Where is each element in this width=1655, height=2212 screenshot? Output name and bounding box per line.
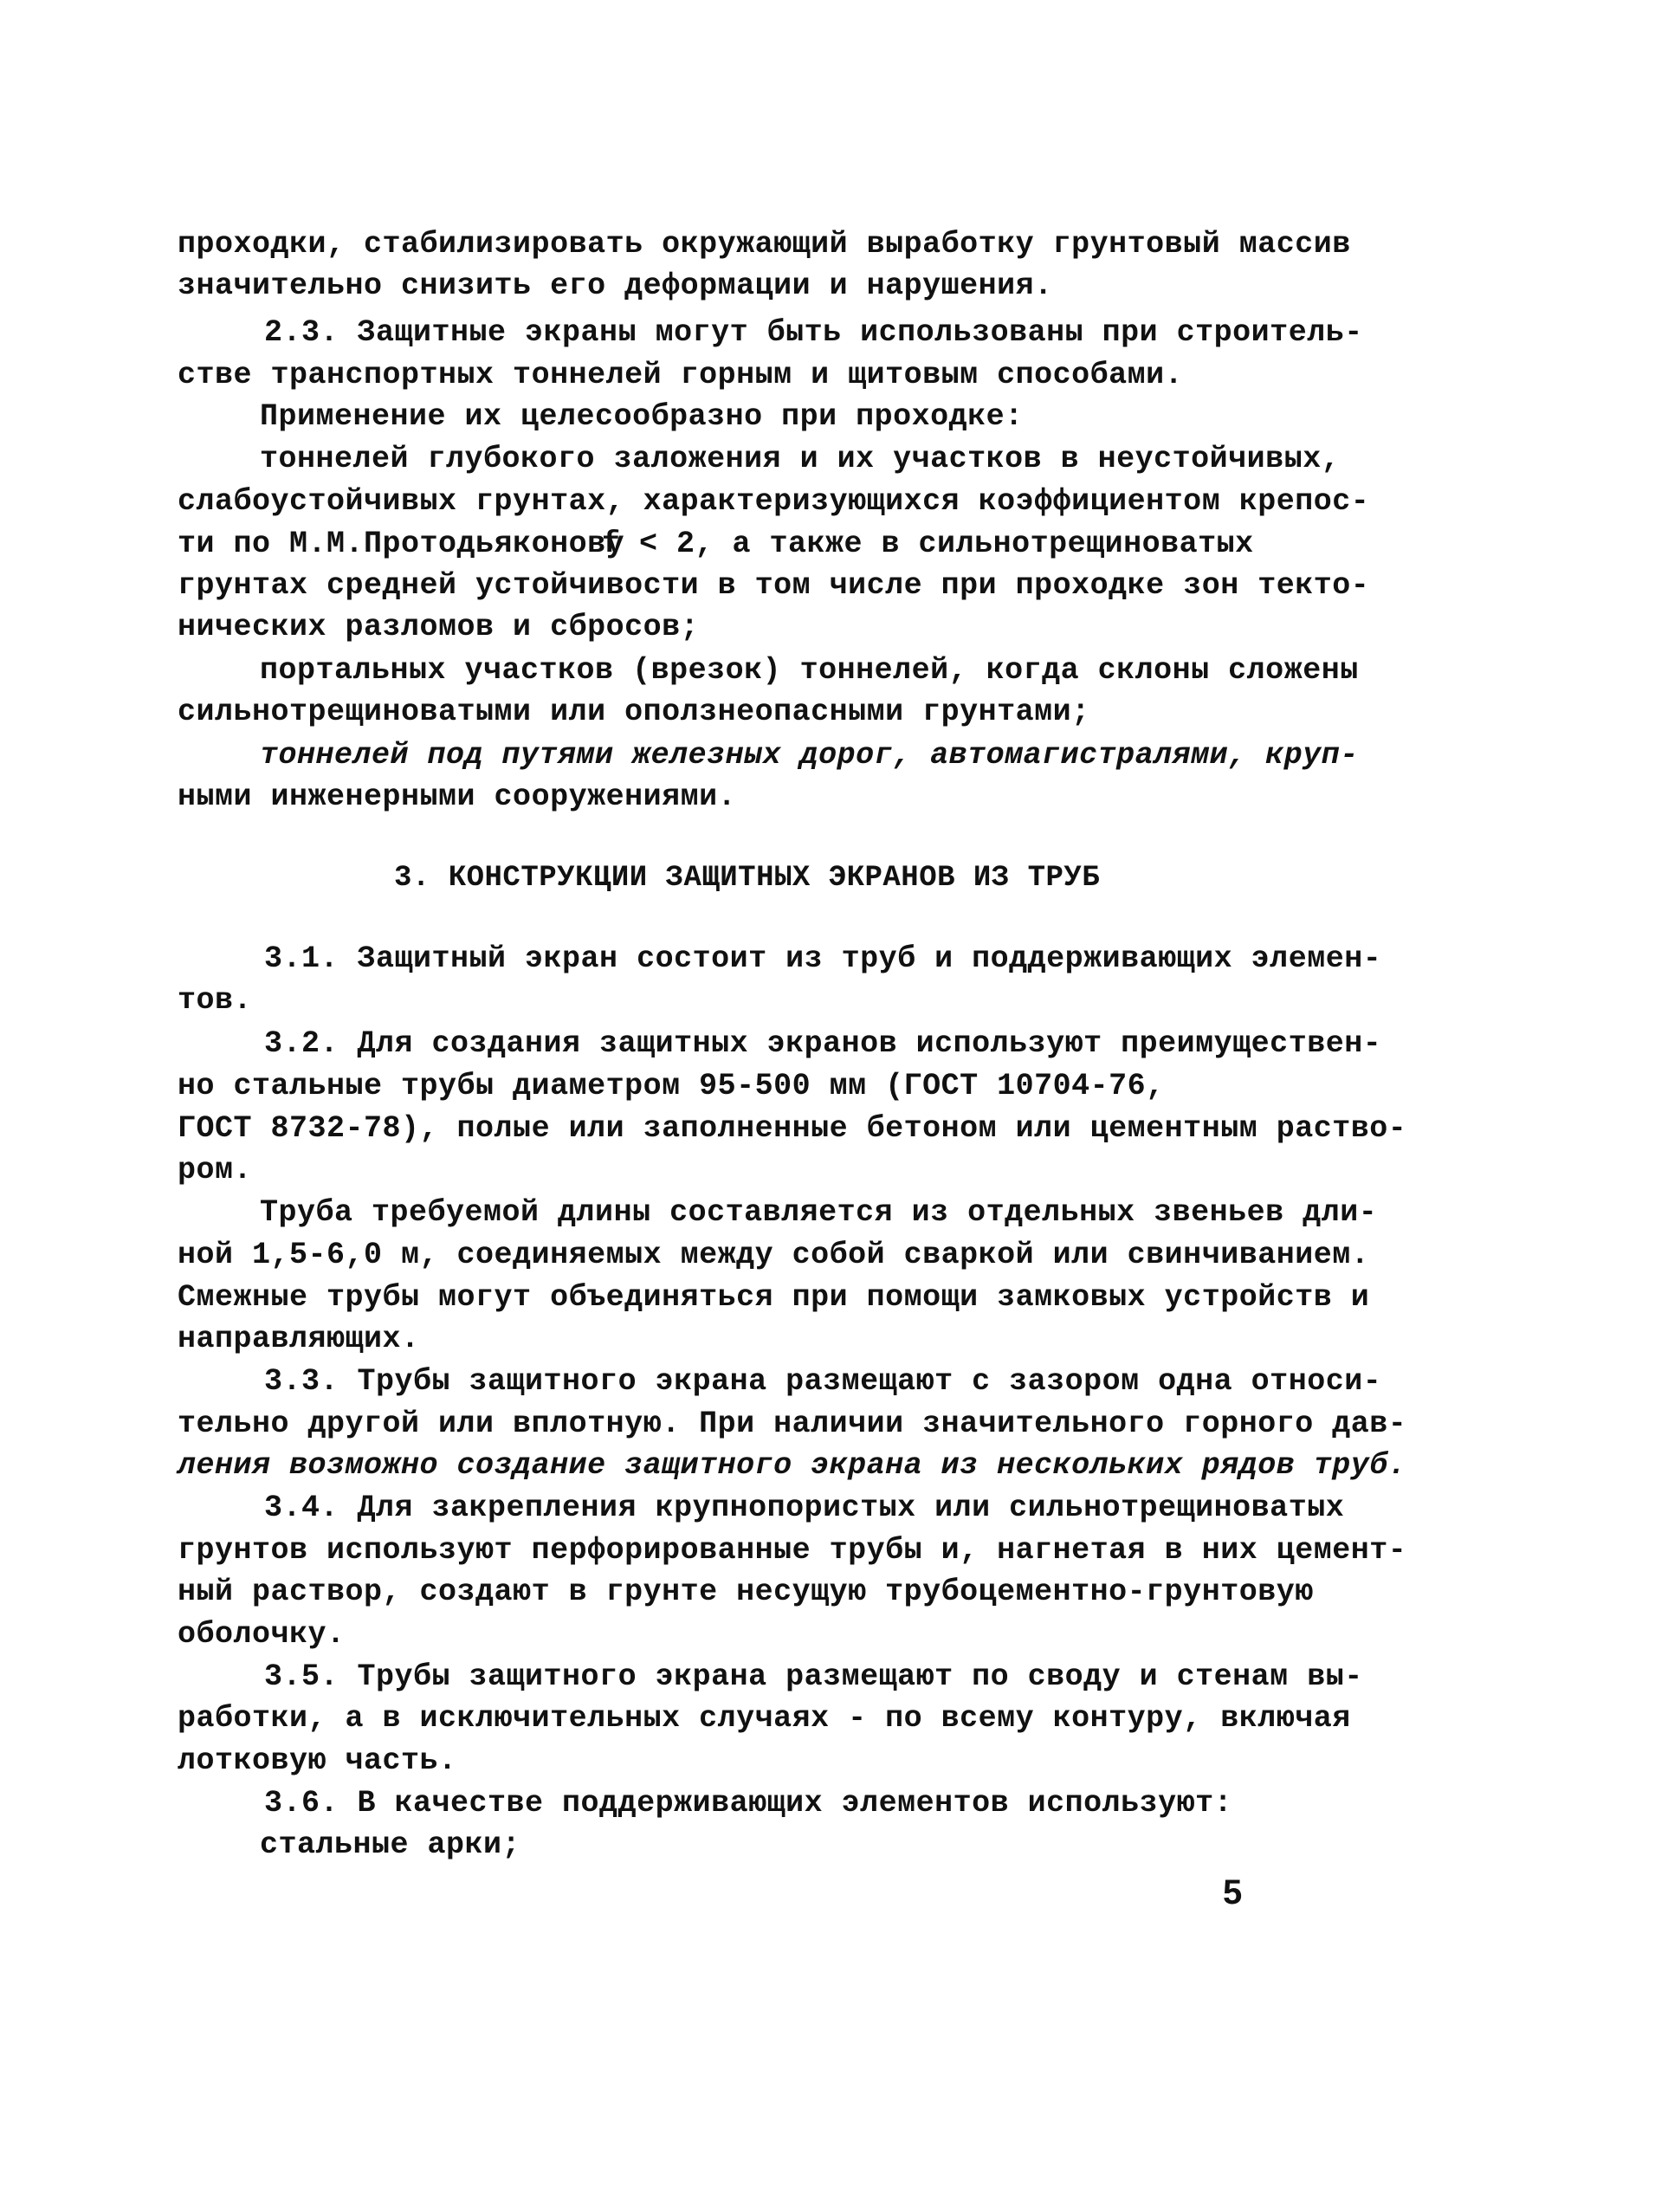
- list-item: тоннелей глубокого заложения и их участков в неустойчивых,: [260, 442, 1341, 476]
- list-item: тоннелей под путями железных дорог, автомагистралями, круп-: [260, 738, 1359, 773]
- paragraph-3-5: 3.5. Трубы защитного экрана размещают по своду и стенам вы-: [264, 1659, 1363, 1694]
- text-line: тельно другой или вплотную. При наличии значительного горного дав-: [178, 1407, 1407, 1441]
- text-line: ления возможно создание защитного экрана из нескольких рядов труб.: [178, 1448, 1407, 1483]
- list-item: портальных участков (врезок) тоннелей, когда склоны сложены: [260, 653, 1359, 688]
- text-line: ти по М.М.Протодьяконову: [178, 527, 625, 561]
- text-line: направляющих.: [178, 1322, 420, 1356]
- text-line: нических разломов и сбросов;: [178, 610, 700, 644]
- text-line: работки, а в исключительных случаях - по всему контуру, включая: [178, 1701, 1351, 1736]
- paragraph-2-3: 2.3. Защитные экраны могут быть использованы при строитель-: [264, 315, 1363, 350]
- text-line: ГОСТ 8732-78), полые или заполненные бетоном или цементным раство-: [178, 1111, 1407, 1146]
- text-line: Смежные трубы могут объединяться при помощи замковых устройств и: [178, 1280, 1370, 1315]
- section-heading: 3. КОНСТРУКЦИИ ЗАЩИТНЫХ ЭКРАНОВ ИЗ ТРУБ: [394, 862, 1101, 895]
- text-line: ными инженерными сооружениями.: [178, 779, 737, 814]
- text-line: но стальные трубы диаметром 95-500 мм (ГОСТ 10704-76,: [178, 1069, 1165, 1103]
- text-line: ром.: [178, 1153, 253, 1187]
- paragraph-3-6: 3.6. В качестве поддерживающих элементов используют:: [264, 1786, 1233, 1821]
- text-line: Применение их целесообразно при проходке:: [260, 399, 1024, 434]
- text-line: Труба требуемой длины составляется из отдельных звеньев дли-: [260, 1195, 1378, 1230]
- text-line: f < 2, а также в сильнотрещиноватых: [602, 527, 1254, 561]
- text-line: грунтов используют перфорированные трубы и, нагнетая в них цемент-: [178, 1533, 1407, 1568]
- text-line: грунтах средней устойчивости в том числе при проходке зон текто-: [178, 568, 1370, 603]
- text-line: сильнотрещиноватыми или оползнеопасными грунтами;: [178, 695, 1090, 729]
- text-line: тов.: [178, 983, 253, 1018]
- text-line: стве транспортных тоннелей горным и щитовым способами.: [178, 358, 1184, 392]
- list-item: стальные арки;: [260, 1827, 521, 1862]
- paragraph-3-4: 3.4. Для закрепления крупнопористых или сильнотрещиноватых: [264, 1491, 1345, 1525]
- page-number: 5: [1223, 1873, 1243, 1911]
- text-line: ный раствор, создают в грунте несущую трубоцементно-грунтовую: [178, 1575, 1314, 1609]
- text-line: значительно снизить его деформации и нарушения.: [178, 268, 1053, 303]
- text-line: оболочку.: [178, 1617, 346, 1652]
- paragraph-3-3: 3.3. Трубы защитного экрана размещают с зазором одна относи-: [264, 1364, 1382, 1399]
- text-line: ной 1,5-6,0 м, соединяемых между собой сваркой или свинчиванием.: [178, 1238, 1370, 1272]
- text-line: слабоустойчивых грунтах, характеризующихся коэффициентом крепос-: [178, 484, 1370, 519]
- text-line: лотковую часть.: [178, 1743, 457, 1778]
- paragraph-3-2: 3.2. Для создания защитных экранов используют преимуществен-: [264, 1026, 1382, 1061]
- paragraph-3-1: 3.1. Защитный экран состоит из труб и поддерживающих элемен-: [264, 941, 1382, 976]
- text-line: проходки, стабилизировать окружающий выработку грунтовый массив: [178, 227, 1351, 262]
